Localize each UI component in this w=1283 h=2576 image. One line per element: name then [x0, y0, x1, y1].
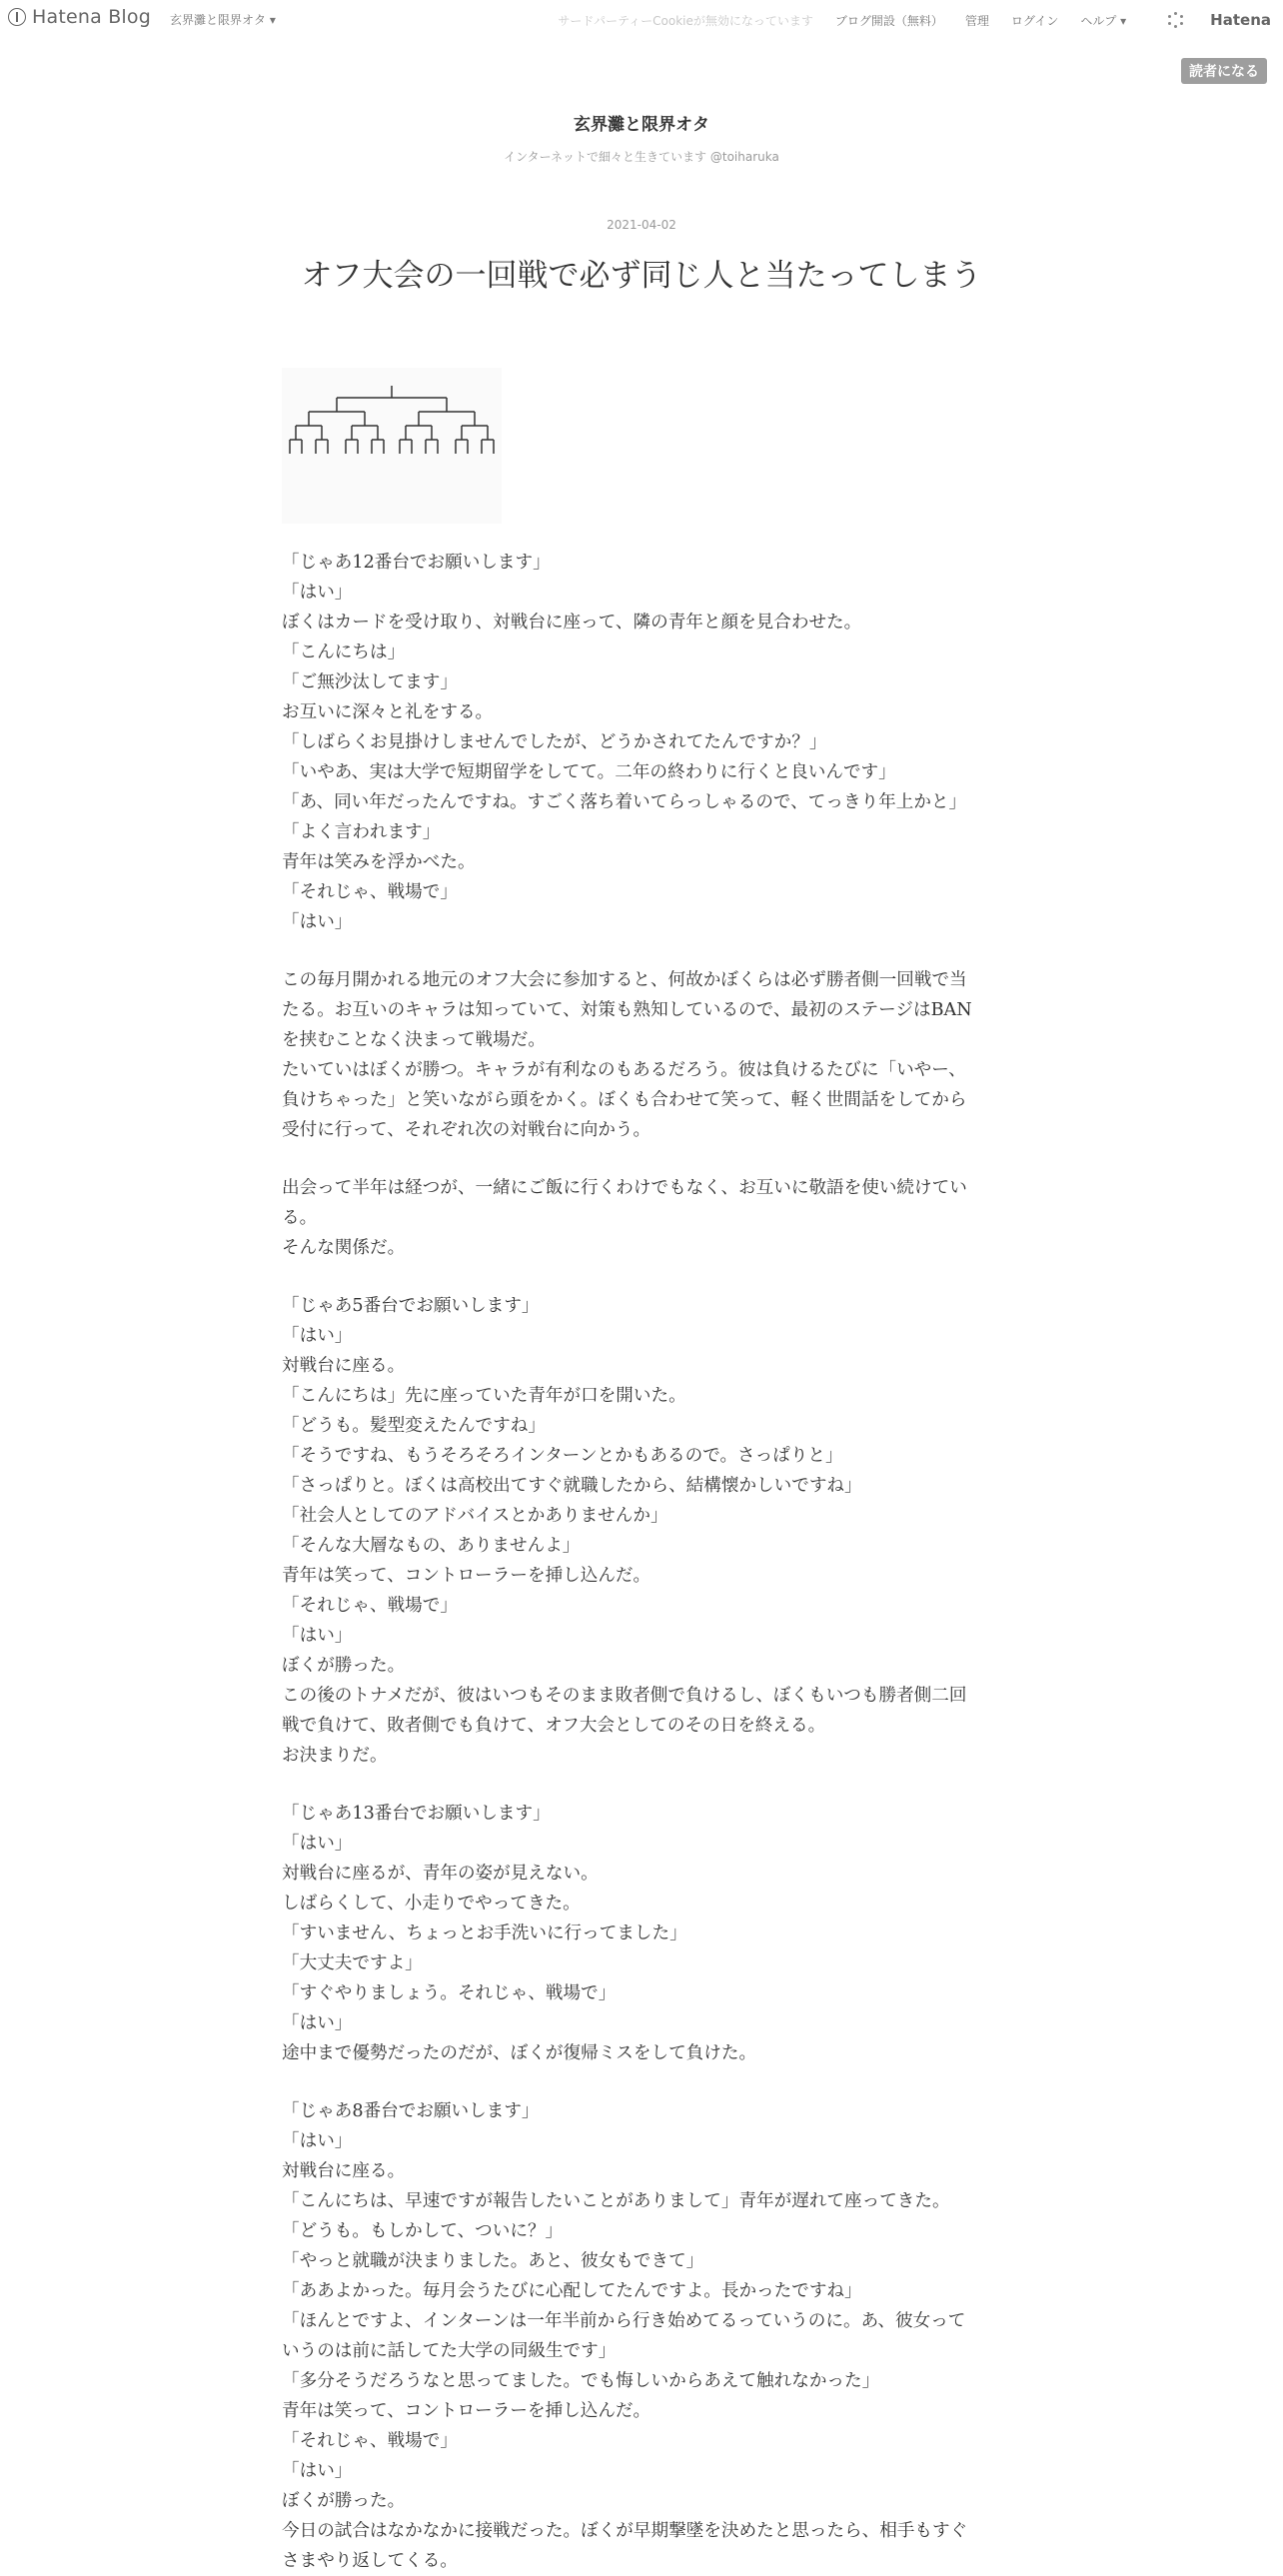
entry-line: ぼくが勝った。: [282, 2491, 406, 2511]
entry-line: お決まりだ。: [282, 1746, 388, 1766]
entry-line: 「ご無沙汰してます」: [282, 672, 458, 692]
hatena-blog-icon: [8, 8, 26, 26]
entry-title[interactable]: オフ大会の一回戦で必ず同じ人と当たってしまう: [301, 258, 982, 294]
entry-line: を挟むことなく決まって戦場だ。: [282, 1030, 546, 1050]
entry-line: 「じゃあ12番台でお願いします」: [282, 553, 551, 573]
entry-line: 「よく言われます」: [282, 822, 441, 842]
paragraph-gap: [282, 1145, 1001, 1173]
entry-body: [282, 548, 1001, 2576]
entry-line: さまやり返してくる。: [282, 2551, 458, 2571]
entry-line: 「はい」: [282, 2131, 353, 2151]
entry-line: お互いに深々と礼をする。: [282, 702, 494, 722]
entry-line: 「いやあ、実は大学で短期留学をしてて。二年の終わりに行くと良いんです」: [282, 762, 896, 782]
entry-line: たる。お互いのキャラは知っていて、対策も熟知しているので、最初のステージはBAN: [282, 1000, 972, 1020]
entry-line: 対戦台に座るが、青年の姿が見えない。: [282, 1864, 599, 1884]
paragraph-gap: [282, 1771, 1001, 1799]
entry-line: 「すぐやりましょう。それじゃ、戦場で」: [282, 1983, 617, 2003]
entry-line: 「はい」: [282, 1626, 353, 1646]
hatena-blog-logo[interactable]: [8, 6, 151, 28]
entry-line: 「こんにちは」先に座っていた青年が口を開いた。: [282, 1386, 686, 1406]
hatena-dots-icon: [1168, 12, 1184, 28]
admin-link[interactable]: 管理: [964, 13, 989, 28]
entry-line: たいていはぼくが勝つ。キャラが有利なのもあるだろう。彼は負けるたびに「いやー、: [282, 1060, 966, 1080]
entry-line: ぼくはカードを受け取り、対戦台に座って、隣の青年と顔を見合わせた。: [282, 613, 862, 633]
entry-line: 負けちゃった」と笑いながら頭をかく。ぼくも合わせて笑って、軽く世間話をしてから: [282, 1090, 967, 1110]
entry-line: 「はい」: [282, 1326, 353, 1346]
entry-line: る。: [282, 1208, 318, 1228]
entry-line: この毎月開かれる地元のオフ大会に参加すると、何故かぼくらは必ず勝者側一回戦で当: [282, 970, 967, 990]
entry-line: 「それじゃ、戦場で」: [282, 882, 458, 902]
entry-line: 「はい」: [282, 2013, 353, 2033]
entry-line: 「どうも。もしかして、ついに？」: [282, 2221, 564, 2241]
global-header: [0, 0, 1283, 36]
entry-line: 出会って半年は経つが、一緒にご飯に行くわけでもなく、お互いに敬語を使い続けてい: [282, 1178, 967, 1198]
entry-line: 青年は笑みを浮かべた。: [282, 852, 476, 872]
entry-line: 「こんにちは」: [282, 643, 406, 662]
entry-line: 「そうですね、もうそろそろインターンとかもあるので。さっぱりと」: [282, 1446, 843, 1466]
tournament-bracket-image: [282, 368, 502, 524]
entry-line: 「こんにちは、早速ですが報告したいことがありまして」青年が遅れて座ってきた。: [282, 2191, 950, 2211]
entry-line: いうのは前に話してた大学の同級生です」: [282, 2341, 617, 2361]
blog-title[interactable]: 玄界灘と限界オタ: [574, 115, 709, 135]
entry-line: 今日の試合はなかなかに接戦だった。ぼくが早期撃墜を決めたと思ったら、相手もすぐ: [282, 2521, 968, 2541]
blog-description: インターネットで細々と生きています @toiharuka: [504, 150, 779, 164]
entry-line: 青年は笑って、コントローラーを挿し込んだ。: [282, 1566, 651, 1586]
entry-line: しばらくして、小走りでやってきた。: [282, 1894, 581, 1914]
header-nav: [536, 11, 1271, 29]
entry-line: 「はい」: [282, 1834, 353, 1854]
entry-line: 「じゃあ13番台でお願いします」: [282, 1804, 551, 1824]
entry-line: 「ああよかった。毎月会うたびに心配してたんですよ。長かったですね」: [282, 2281, 862, 2301]
entry-line: 「やっと就職が決まりました。あと、彼女もできて」: [282, 2251, 704, 2271]
entry-line: 「はい」: [282, 912, 353, 932]
login-link[interactable]: ログイン: [1010, 13, 1059, 28]
help-menu[interactable]: ヘルプ ▾: [1080, 13, 1127, 28]
entry-line: 「社会人としてのアドバイスとかありませんか」: [282, 1506, 668, 1526]
entry-line: 「そんな大層なもの、ありませんよ」: [282, 1536, 581, 1556]
blog-switch-menu[interactable]: 玄界灘と限界オタ ▾: [170, 13, 276, 27]
entry-line: 「はい」: [282, 2461, 353, 2481]
entry-line: 「どうも。髪型変えたんですね」: [282, 1416, 546, 1436]
entry-date[interactable]: 2021-04-02: [607, 218, 676, 232]
entry-line: 途中まで優勢だったのだが、ぼくが復帰ミスをして負けた。: [282, 2043, 757, 2063]
hatena-logo-link[interactable]: [1146, 11, 1271, 29]
create-blog-link[interactable]: ブログ開設（無料）: [834, 13, 943, 28]
paragraph-gap: [282, 2068, 1001, 2096]
entry-line: 対戦台に座る。: [282, 1356, 406, 1376]
entry-line: 「大丈夫ですよ」: [282, 1953, 423, 1973]
entry-line: 対戦台に座る。: [282, 2161, 406, 2181]
cookie-notice[interactable]: サードパーティーCookieが無効になっています: [558, 13, 813, 28]
entry-line: 「あ、同い年だったんですね。すごく落ち着いてらっしゃるので、てっきり年上かと」: [282, 792, 967, 812]
entry-line: 「すいません、ちょっとお手洗いに行ってました」: [282, 1924, 687, 1943]
entry-line: 青年は笑って、コントローラーを挿し込んだ。: [282, 2401, 651, 2421]
entry-line: ぼくが勝った。: [282, 1656, 406, 1676]
entry-line: 「じゃあ5番台でお願いします」: [282, 1296, 540, 1316]
entry-line: 「多分そうだろうなと思ってました。でも悔しいからあえて触れなかった」: [282, 2371, 880, 2391]
entry-line: 「さっぱりと。ぼくは高校出てすぐ就職したから、結構懐かしいですね」: [282, 1476, 862, 1496]
entry-line: この後のトナメだが、彼はいつもそのまま敗者側で負けるし、ぼくもいつも勝者側二回: [282, 1686, 967, 1706]
hatena-logo-text: Hatena: [1210, 11, 1271, 29]
entry-line: 受付に行って、それぞれ次の対戦台に向かう。: [282, 1120, 651, 1140]
entry-line: そんな関係だ。: [282, 1238, 406, 1258]
entry-line: 「じゃあ8番台でお願いします」: [282, 2101, 540, 2121]
paragraph-gap: [282, 1263, 1001, 1291]
entry-line: 「ほんとですよ、インターンは一年半前から行き始めてるっていうのに。あ、彼女って: [282, 2311, 966, 2331]
follow-button[interactable]: 読者になる: [1181, 58, 1267, 84]
entry-line: 「はい」: [282, 583, 353, 603]
hatena-blog-brand: Hatena Blog: [32, 6, 151, 28]
entry-line: 「それじゃ、戦場で」: [282, 2431, 458, 2451]
entry-line: 「しばらくお見掛けしませんでしたが、どうかされてたんですか？」: [282, 732, 827, 752]
entry-line: 戦で負けて、敗者側でも負けて、オフ大会としてのその日を終える。: [282, 1716, 826, 1736]
paragraph-gap: [282, 937, 1001, 965]
entry-line: 「それじゃ、戦場で」: [282, 1596, 458, 1616]
